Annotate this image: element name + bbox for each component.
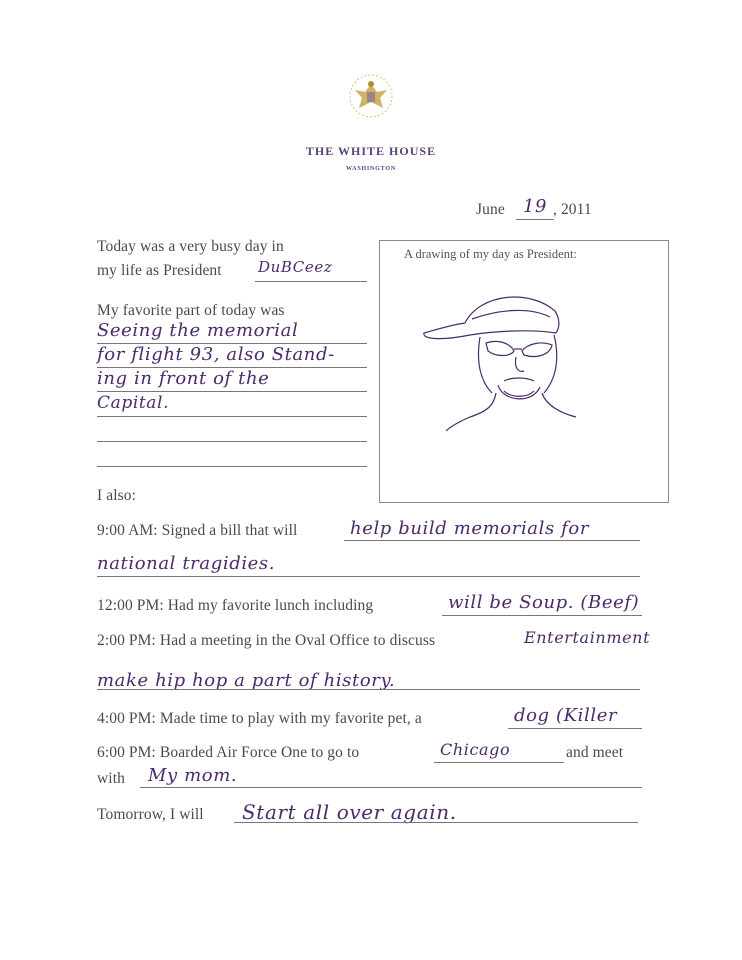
tomorrow-line	[234, 822, 638, 823]
six-label: 6:00 PM: Boarded Air Force One to go to	[97, 744, 360, 761]
favorite-line-3	[97, 391, 367, 392]
intro-line-1: Today was a very busy day in	[97, 238, 284, 255]
six-tail: and meet	[566, 744, 624, 761]
date-prefix: June	[476, 201, 505, 218]
favorite-line-5	[97, 441, 367, 442]
two-answer-2: make hip hop a part of history.	[97, 670, 396, 691]
favorite-prompt: My favorite part of today was	[97, 302, 285, 319]
date-suffix: , 2011	[553, 201, 592, 218]
nine-answer-1: help build memorials for	[350, 518, 590, 539]
favorite-answer-1: Seeing the memorial	[97, 320, 299, 341]
intro-line-2: my life as President	[97, 262, 222, 279]
with-label: with	[97, 770, 125, 787]
letterhead	[0, 66, 742, 176]
favorite-answer-2: for flight 93, also Stand-	[97, 344, 335, 365]
president-name: DuBCeez	[258, 258, 333, 276]
sketch-face-icon	[410, 281, 600, 431]
nine-answer-2: national tragidies.	[97, 553, 276, 574]
twelve-line	[442, 615, 642, 616]
date-day-line	[516, 219, 554, 220]
six-answer: Chicago	[440, 740, 511, 759]
letterhead-subtitle: WASHINGTON	[346, 166, 396, 172]
tomorrow-answer: Start all over again.	[242, 800, 457, 824]
favorite-answer-4: Capital.	[97, 393, 170, 413]
two-answer-1: Entertainment	[524, 628, 651, 647]
nine-label: 9:00 AM: Signed a bill that will	[97, 522, 298, 539]
two-label: 2:00 PM: Had a meeting in the Oval Office to discuss	[97, 632, 436, 649]
with-line	[140, 787, 642, 788]
twelve-answer: will be Soup. (Beef)	[448, 592, 640, 613]
date-day: 19	[523, 196, 548, 217]
president-name-line	[255, 281, 367, 282]
nine-line-2	[97, 576, 640, 577]
drawing-caption: A drawing of my day as President:	[404, 247, 577, 261]
two-line-2	[97, 689, 640, 690]
twelve-label: 12:00 PM: Had my favorite lunch including	[97, 597, 374, 614]
with-answer: My mom.	[148, 765, 238, 786]
favorite-line-4	[97, 416, 367, 417]
drawing-box	[379, 240, 669, 503]
favorite-answer-3: ing in front of the	[97, 368, 270, 389]
four-label: 4:00 PM: Made time to play with my favorite pet, a	[97, 710, 422, 727]
tomorrow-label: Tomorrow, I will	[97, 806, 204, 823]
favorite-line-6	[97, 466, 367, 467]
presidential-seal-icon	[347, 72, 395, 120]
nine-line-1	[344, 540, 640, 541]
also-label: I also:	[97, 487, 137, 504]
letterhead-title: THE WHITE HOUSE	[305, 144, 437, 158]
four-answer: dog (Killer	[514, 705, 618, 726]
four-line	[508, 728, 642, 729]
six-line	[434, 762, 564, 763]
